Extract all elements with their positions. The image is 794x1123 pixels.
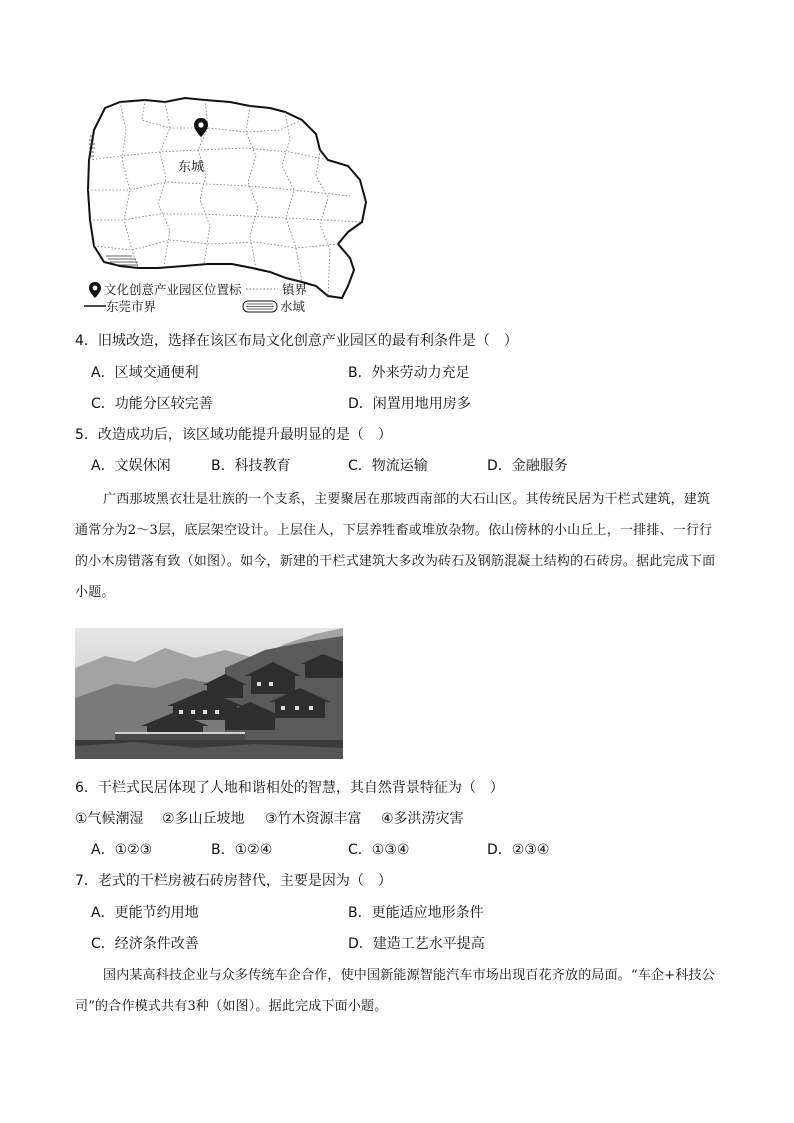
map-legend <box>84 281 384 321</box>
legend-town-boundary-line <box>246 287 278 291</box>
question-7-option-b[interactable]: B．更能适应地形条件 <box>348 905 484 921</box>
district-map <box>80 90 380 300</box>
question-5-stem: 5．改造成功后，该区域功能提升最明显的是（ ） <box>75 427 392 443</box>
question-4-option-d[interactable]: D．闲置用地用房多 <box>348 396 471 412</box>
legend-city-boundary: 东莞市界 <box>106 299 157 314</box>
question-6-statement-4: ④多洪涝灾害 <box>381 811 464 827</box>
map-place-label: 东城 <box>178 160 205 175</box>
question-7-option-a[interactable]: A．更能节约用地 <box>91 905 199 921</box>
question-6-stem: 6．干栏式民居体现了人地和谐相处的智慧，其自然背景特征为（ ） <box>75 780 504 796</box>
reading-passage-new-energy-vehicles: 国内某高科技企业与众多传统车企合作，使中国新能源智能汽车市场出现百花齐放的局面。“车企+科技公司”的合作模式共有3种（如图）。据此完成下面小题。 <box>75 968 715 1014</box>
question-5-option-a[interactable]: A．文娱休闲 <box>91 458 171 474</box>
question-5-option-d[interactable]: D．金融服务 <box>487 458 568 474</box>
question-5-option-b[interactable]: B．科技教育 <box>211 458 291 474</box>
legend-water-swatch <box>242 300 278 313</box>
legend-city-boundary-line <box>84 304 106 308</box>
reading-passage-stilt-houses: 广西那坡黑衣壮是壮族的一个支系，主要聚居在那坡西南部的大石山区。其传统民居为干栏式建筑，建筑通常分为2～3层，底层架空设计。上层住人，下层养牲畜或堆放杂物。依山傍林的小山丘上，一排排、一行行的小木房错落有致（如图）。如今，新建的干栏式建筑大多改为砖石及钢筋混凝土结构的石砖房。据此完成下面小题。 <box>75 492 716 600</box>
question-6-option-c[interactable]: C．①③④ <box>348 842 410 858</box>
city-boundary <box>88 98 366 298</box>
question-7-option-d[interactable]: D．建造工艺水平提高 <box>348 936 485 952</box>
question-6-statement-2: ②多山丘坡地 <box>162 811 245 827</box>
question-4-option-a[interactable]: A．区域交通便利 <box>91 365 199 381</box>
legend-pin-icon <box>88 281 102 299</box>
question-7-stem: 7．老式的干栏房被石砖房替代，主要是因为（ ） <box>75 873 392 889</box>
legend-park-location: 文化创意产业园区位置标 <box>104 282 242 297</box>
question-6-option-a[interactable]: A．①②③ <box>91 842 153 858</box>
stilt-house-village-photo <box>75 628 343 759</box>
question-4-stem: 4．旧城改造，选择在该区布局文化创意产业园区的最有利条件是（ ） <box>75 333 518 349</box>
question-4-option-b[interactable]: B．外来劳动力充足 <box>348 365 470 381</box>
legend-water-area: 水域 <box>280 299 306 314</box>
question-5-option-c[interactable]: C．物流运输 <box>348 458 428 474</box>
legend-town-boundary: 镇界 <box>282 282 308 297</box>
question-7-option-c[interactable]: C．经济条件改善 <box>91 936 199 952</box>
park-location-pin-icon <box>194 118 208 137</box>
question-6-option-d[interactable]: D．②③④ <box>487 842 550 858</box>
question-6-statement-3: ③竹木资源丰富 <box>265 811 362 827</box>
question-4-option-c[interactable]: C．功能分区较完善 <box>91 396 213 412</box>
question-6-statement-1: ①气候潮湿 <box>75 811 144 827</box>
question-6-option-b[interactable]: B．①②④ <box>211 842 273 858</box>
